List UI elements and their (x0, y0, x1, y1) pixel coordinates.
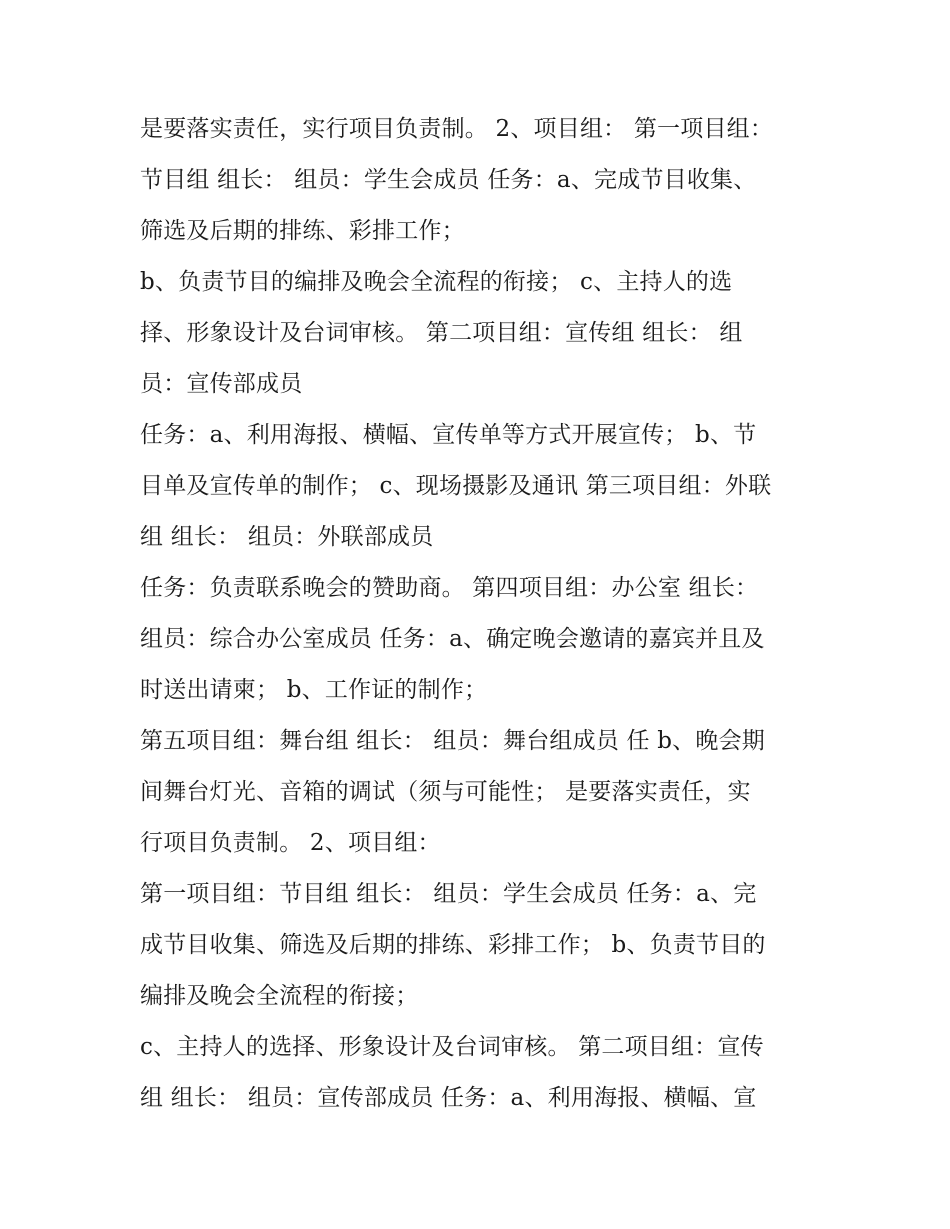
text-line: 第五项目组：舞台组 组长： 组员：舞台组成员 任 b、晚会期 (140, 728, 765, 754)
text-line: 组 组长： 组员：外联部成员 (140, 524, 434, 550)
text-line: 成节目收集、筛选及后期的排练、彩排工作； b、负责节目的 (140, 932, 766, 958)
text-line: 行项目负责制。 2、项目组： (140, 830, 441, 856)
text-line: 筛选及后期的排练、彩排工作； (140, 218, 465, 244)
text-line: 任务：负责联系晚会的赞助商。 第四项目组：办公室 组长： (140, 575, 759, 601)
text-line: 编排及晚会全流程的衔接； (140, 983, 419, 1009)
text-line: 时送出请柬； b、工作证的制作； (140, 677, 488, 703)
text-line: 目单及宣传单的制作； c、现场摄影及通讯 第三项目组：外联 (140, 473, 772, 499)
text-line: b、负责节目的编排及晚会全流程的衔接； c、主持人的选 (140, 269, 733, 295)
text-line: 间舞台灯光、音箱的调试（须与可能性； 是要落实责任，实 (140, 779, 751, 805)
text-line: 组员：综合办公室成员 任务：a、确定晚会邀请的嘉宾并且及 (140, 626, 765, 652)
document-body (140, 104, 820, 1124)
text-line: 员：宣传部成员 (140, 371, 303, 397)
text-line: 任务：a、利用海报、横幅、宣传单等方式开展宣传； b、节 (140, 422, 757, 448)
text-line: 择、形象设计及台词审核。 第二项目组：宣传组 组长： 组 (140, 320, 743, 346)
text-line: 第一项目组：节目组 组长： 组员：学生会成员 任务：a、完 (140, 881, 757, 907)
text-line: 组 组长： 组员：宣传部成员 任务：a、利用海报、横幅、宣 (140, 1085, 757, 1111)
text-line: c、主持人的选择、形象设计及台词审核。 第二项目组：宣传 (140, 1034, 764, 1060)
text-line: 节目组 组长： 组员：学生会成员 任务：a、完成节目收集、 (140, 167, 757, 193)
text-line: 是要落实责任，实行项目负责制。 2、项目组： 第一项目组： (140, 116, 774, 142)
